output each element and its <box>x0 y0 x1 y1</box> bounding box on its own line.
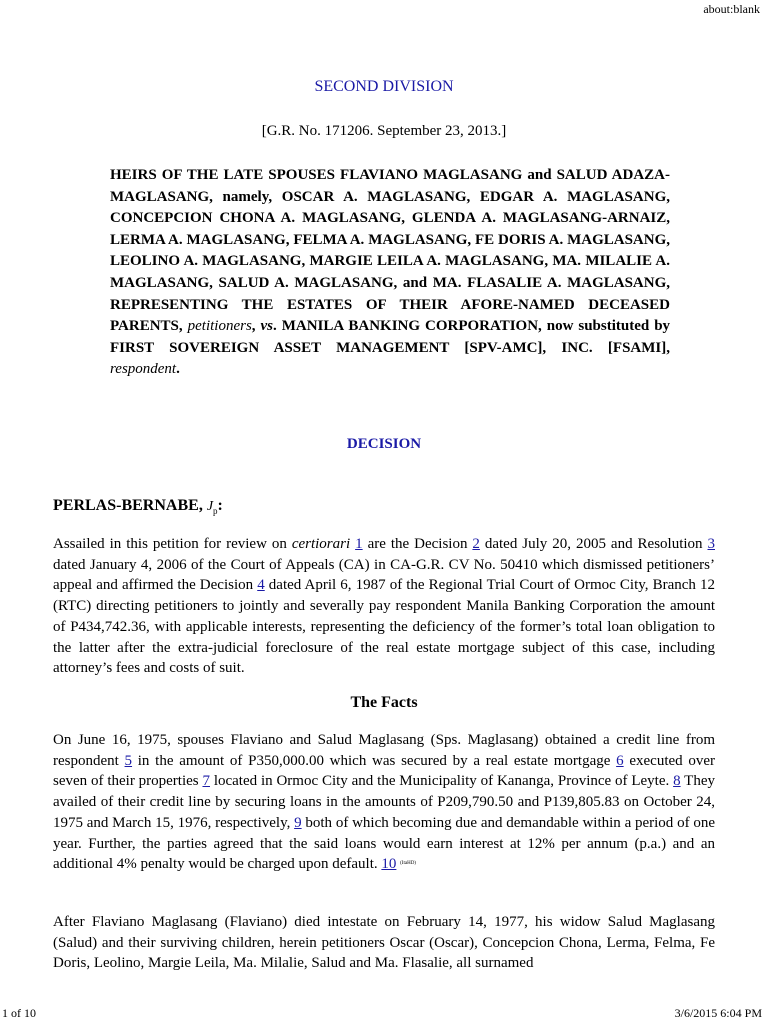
petitioners-label: petitioners <box>187 318 252 335</box>
respondent-name: MANILA BANKING CORPORATION, now substituted by FIRST SOVEREIGN ASSET MANAGEMENT [SPV-AMC], INC. [FSAMI] <box>110 318 671 356</box>
footnote-link-10[interactable]: 10 <box>381 856 397 873</box>
decision-heading: DECISION <box>346 436 422 452</box>
footnote-link-8[interactable]: 8 <box>673 773 681 790</box>
page-number: 1 of 10 <box>2 1006 36 1020</box>
case-number: [G.R. No. 171206. September 23, 2013.] <box>261 123 507 139</box>
ponente: PERLAS-BERNABE, $J_p$: <box>53 497 223 517</box>
versus: vs <box>260 318 274 335</box>
case-parties: HEIRS OF THE LATE SPOUSES FLAVIANO MAGLASANG and SALUD ADAZA-MAGLASANG, namely, OSCAR A. MAGLASANG, EDGAR A. MAGLASANG, CONCEPCION CHONA A. MAGLASANG, GLENDA A. MAGLASANG-ARNAIZ, LERMA A. MAGLASANG, FELMA A. MAGLASANG, FE DORIS A. MAGLASANG, LEOLINO A. MAGLASANG, MARGIE LEILA A. MAGLASANG, MA. MILALIE A. MAGLASANG, SALUD A. MAGLASANG, and MA. FLASALIE A. MAGLASANG, REPRESENTING THE ESTATES OF THEIR AFORE-NAMED DECEASED PARENTS, petitioners, vs. MANILA BANKING CORPORATION, now substituted by FIRST SOVEREIGN ASSET MANAGEMENT [SPV-AMC], INC. [FSAMI], respondent. <box>110 167 671 378</box>
footnote-link-3[interactable]: 3 <box>707 536 715 552</box>
respondent-label: respondent <box>110 361 177 378</box>
footnote-link-5[interactable]: 5 <box>124 752 133 769</box>
footnote-link-7[interactable]: 7 <box>202 773 210 790</box>
paragraph-assailed: Assailed in this petition for review on certiorari 1 are the Decision 2 dated July 20, 2005 and Resolution 3 dated January 4, 2006 of the Court of Appeals (CA) in CA-G.R. CV No. 50410 which dismissed petitioners’ appeal and affirmed the Decision 4 dated April 6, 1987 of the Regional Trial Court of Ormoc City, Branch 12 (RTC) directing petitioners to jointly and severally pay respondent Manila Banking Corporation the amount of P434,742.36, with applicable interests, representing the deficiency of the former’s total loan obligation to the latter after the extra-judicial foreclosure of the real estate mortgage subject of this case, including attorney’s fees and costs of suit. <box>53 536 715 677</box>
ponente-suffix: J <box>206 499 214 514</box>
paragraph-heirs: After Flaviano Maglasang (Flaviano) died intestate on February 14, 1977, his widow Salud Maglasang (Salud) and their surviving children, herein petitioners Oscar (Oscar), Concepcion Chona, Lerma, Felma, Fe Doris, Leolino, Margie Leila, Ma. Milalie, Salud and Ma. Flasalie, all surnamed <box>53 914 715 972</box>
footnote-link-9[interactable]: 9 <box>294 814 302 831</box>
ponente-name: PERLAS-BERNABE <box>53 497 199 514</box>
footnote-link-4[interactable]: 4 <box>257 577 265 594</box>
petitioners-names: HEIRS OF THE LATE SPOUSES FLAVIANO MAGLASANG and SALUD ADAZA-MAGLASANG, namely, OSCAR A. MAGLASANG, EDGAR A. MAGLASANG, CONCEPCION CHONA A. MAGLASANG, GLENDA A. MAGLASANG-ARNAIZ, LERMA A. MAGLASANG, FELMA A. MAGLASANG, FE DORIS A. MAGLASANG, LEOLINO A. MAGLASANG, MARGIE LEILA A. MAGLASANG, MA. MILALIE A. MAGLASANG, SALUD A. MAGLASANG, and MA. FLASALIE A. MAGLASANG, REPRESENTING THE ESTATES OF THEIR AFORE-NAMED DECEASED PARENTS <box>110 167 670 335</box>
paragraph-facts: On June 16, 1975, spouses Flaviano and Salud Maglasang (Sps. Maglasang) obtained a credit line from respondent 5 in the amount of P350,000.00 which was secured by a real estate mortgage 6 executed over seven of their properties 7 located in Ormoc City and the Municipality of Kananga, Province of Leyte. 8 They availed of their credit line by securing loans in the amounts of P209,790.50 and P139,805.83 on October 24, 1975 and March 15, 1976, respectively, 9 both of which becoming due and demandable within a period of one year. Further, the parties agreed that the said loans would earn interest at 12% per annum (p.a.) and an additional 4% penalty would be charged upon default. 10 (ItaHD) <box>53 732 716 873</box>
ponente-sub: p <box>213 506 218 517</box>
footnote-link-1[interactable]: 1 <box>355 536 363 552</box>
facts-heading: The Facts <box>350 694 418 711</box>
footnote-link-2[interactable]: 2 <box>472 536 480 552</box>
print-datetime: 3/6/2015 6:04 PM <box>674 1006 762 1020</box>
footnote-link-6[interactable]: 6 <box>616 752 624 769</box>
tiny-code: (ItaHD) <box>400 861 416 867</box>
division-heading: SECOND DIVISION <box>314 78 454 95</box>
browser-url: about:blank <box>703 2 760 16</box>
